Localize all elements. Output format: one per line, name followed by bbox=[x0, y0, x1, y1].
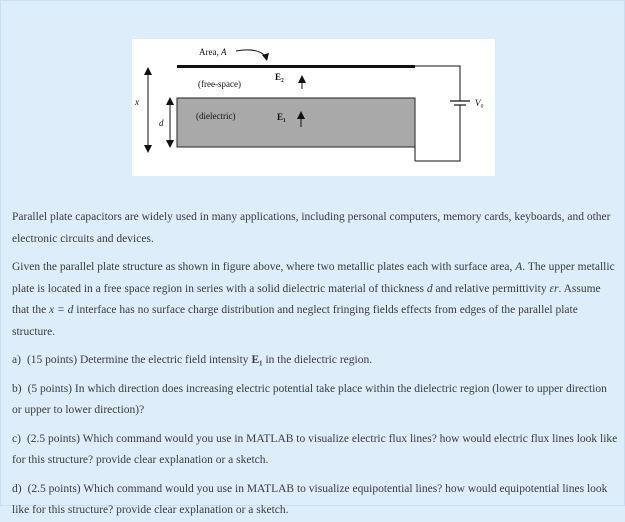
given-paragraph: Given the parallel plate structure as shown in figure above, where two metallic plates each with surface area, A. The upper metallic plate is located in a free space region in series with a solid dielectric material of thickness d and relative permittivity εr. Assume that the x = d interface has no surface charge distribution and neglect fringing fields effects from edges of the parallel plate structure. bbox=[12, 261, 615, 338]
dielectric-slab bbox=[177, 98, 415, 147]
capacitor-diagram bbox=[132, 39, 495, 176]
area-symbol: A bbox=[515, 261, 523, 273]
e2-label: E₂ bbox=[275, 72, 284, 82]
area-label: Area, A bbox=[199, 47, 227, 57]
permittivity-symbol: εr bbox=[549, 282, 559, 295]
question-a-marker: a) bbox=[12, 354, 21, 366]
v0-label: V₀ bbox=[475, 98, 484, 108]
x-label: x bbox=[135, 97, 139, 107]
x-arrow-top bbox=[144, 67, 152, 75]
question-c: c) (2.5 points) Which command would you use in MATLAB to visualize electric flux lines? how would electric flux lines look like for this structure? provide clear explanation or a sketch. bbox=[12, 432, 618, 466]
question-a: a) (15 points) Determine the electric field intensity E₁ in the dielectric region. bbox=[12, 354, 373, 366]
dielectric-label: (dielectric) bbox=[196, 111, 236, 121]
capacitor-figure bbox=[132, 39, 495, 176]
question-d-marker: d) bbox=[12, 482, 22, 495]
e1-symbol: E₁ bbox=[251, 354, 263, 366]
question-c-marker: c) bbox=[12, 432, 21, 445]
e2-arrow-head bbox=[298, 75, 306, 83]
x-arrow-bottom bbox=[144, 145, 152, 153]
d-arrow-top bbox=[166, 97, 174, 105]
area-pointer-arrow bbox=[236, 50, 266, 57]
interface-symbol: x = d bbox=[49, 304, 74, 316]
problem-text bbox=[12, 207, 618, 522]
lower-wire bbox=[415, 105, 460, 161]
question-b-marker: b) bbox=[12, 382, 22, 395]
upper-plate bbox=[177, 65, 415, 68]
intro-paragraph: Parallel plate capacitors are widely used in many applications, including personal computers, memory cards, keyboards, and other electronic circuits and devices. bbox=[12, 211, 611, 245]
thickness-symbol: d bbox=[426, 282, 433, 295]
upper-wire bbox=[415, 66, 460, 101]
e1-label: E₁ bbox=[277, 112, 286, 122]
question-d: d) (2.5 points) Which command would you use in MATLAB to visualize equipotential lines? how would equipotential lines look like for this structure? provide clear explanation or a sketch. bbox=[12, 482, 608, 516]
d-label: d bbox=[159, 118, 164, 128]
d-arrow-bottom bbox=[166, 140, 174, 148]
question-b: b) (5 points) In which direction does increasing electric potential take place within the dielectric region (lower to upper direction or upper to lower direction)? bbox=[12, 382, 607, 416]
freespace-label: (free-space) bbox=[198, 79, 241, 89]
